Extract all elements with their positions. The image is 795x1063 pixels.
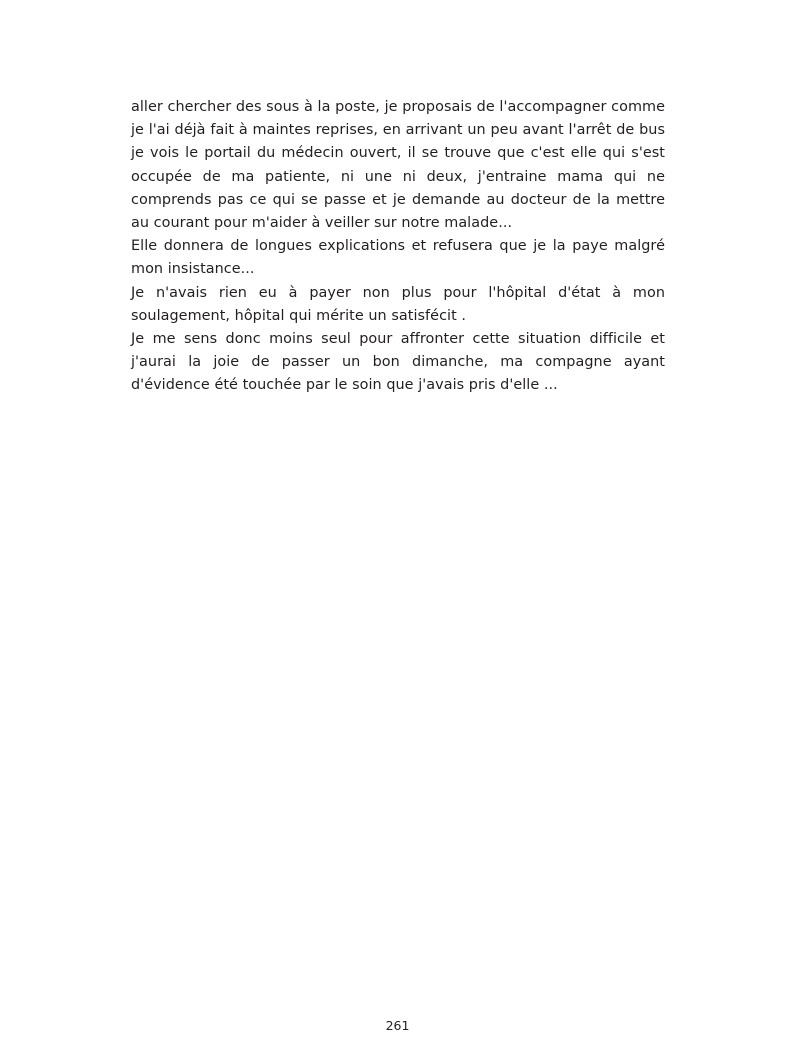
paragraph-2: Elle donnera de longues explications et refusera que je la paye malgré mon insistance...	[131, 238, 665, 278]
paragraph-3: Je n'avais rien eu à payer non plus pour l'hôpital d'état à mon soulagement, hôpital qui mérite un satisfécit .	[131, 284, 665, 324]
paragraph-4: Je me sens donc moins seul pour affronter cette situation difficile et j'aurai la joie de passer un bon dimanche, ma compagne ayant d'évidence été touchée par le soin que j'avais pris d'elle ...	[131, 331, 665, 394]
paragraph-1: aller chercher des sous à la poste, je proposais de l'accompagner comme je l'ai déjà fait à maintes reprises, en arrivant un peu avant l'arrêt de bus je vois le portail du médecin ouvert, il se trouve que c'est elle qui s'est occupée de ma patiente, ni une ni deux, j'entraine mama qui ne comprends pas ce qui se passe et je demande au docteur de la mettre au courant pour m'aider à veiller sur notre malade...	[131, 99, 665, 232]
page-number: 261	[385, 1018, 410, 1033]
body-text	[131, 96, 665, 398]
